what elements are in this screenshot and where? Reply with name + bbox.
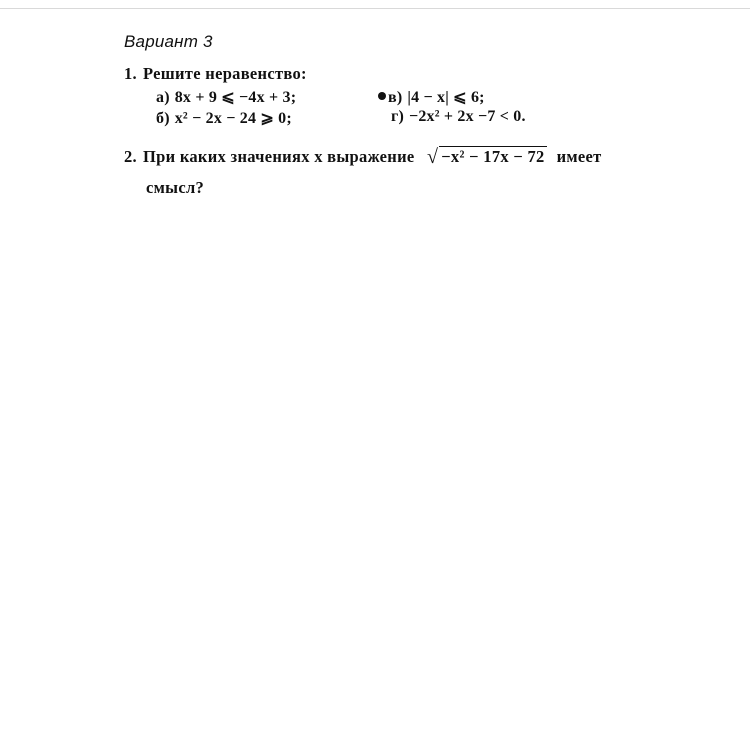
item-a-label: а) bbox=[156, 89, 170, 106]
item-g-expression: −2x² + 2x −7 < 0. bbox=[409, 108, 526, 125]
radicand: −x² − 17x − 72 bbox=[441, 147, 545, 166]
task-1-item-g bbox=[391, 108, 526, 126]
task-2-continuation: смысл? bbox=[146, 178, 205, 197]
task-1-number: 1. bbox=[124, 64, 137, 83]
item-b-expression: x² − 2x − 24 ⩾ 0; bbox=[174, 110, 292, 127]
item-v-expression: |4 − x| ⩽ 6; bbox=[407, 89, 485, 106]
variant-title: Вариант 3 bbox=[124, 32, 213, 51]
square-root-expression bbox=[427, 146, 547, 169]
square-root-icon: √ bbox=[426, 146, 439, 168]
task-1-text: Решите неравенство: bbox=[142, 64, 307, 83]
task-2-text-after: имеет bbox=[556, 147, 602, 166]
task-1-heading bbox=[124, 64, 307, 84]
task-2-number: 2. bbox=[124, 147, 137, 166]
item-g-label: г) bbox=[391, 108, 404, 125]
task-2-text-before: При каких значениях x выражение bbox=[142, 147, 415, 166]
item-b-label: б) bbox=[156, 110, 170, 127]
task-1-item-b bbox=[156, 108, 292, 128]
task-1-item-v bbox=[378, 87, 485, 107]
item-a-expression: 8x + 9 ⩽ −4x + 3; bbox=[174, 89, 297, 106]
item-v-label: в) bbox=[388, 89, 403, 106]
task-1-item-a bbox=[156, 87, 296, 107]
task-2-line bbox=[124, 146, 602, 169]
bullet-dot-icon bbox=[378, 92, 386, 100]
